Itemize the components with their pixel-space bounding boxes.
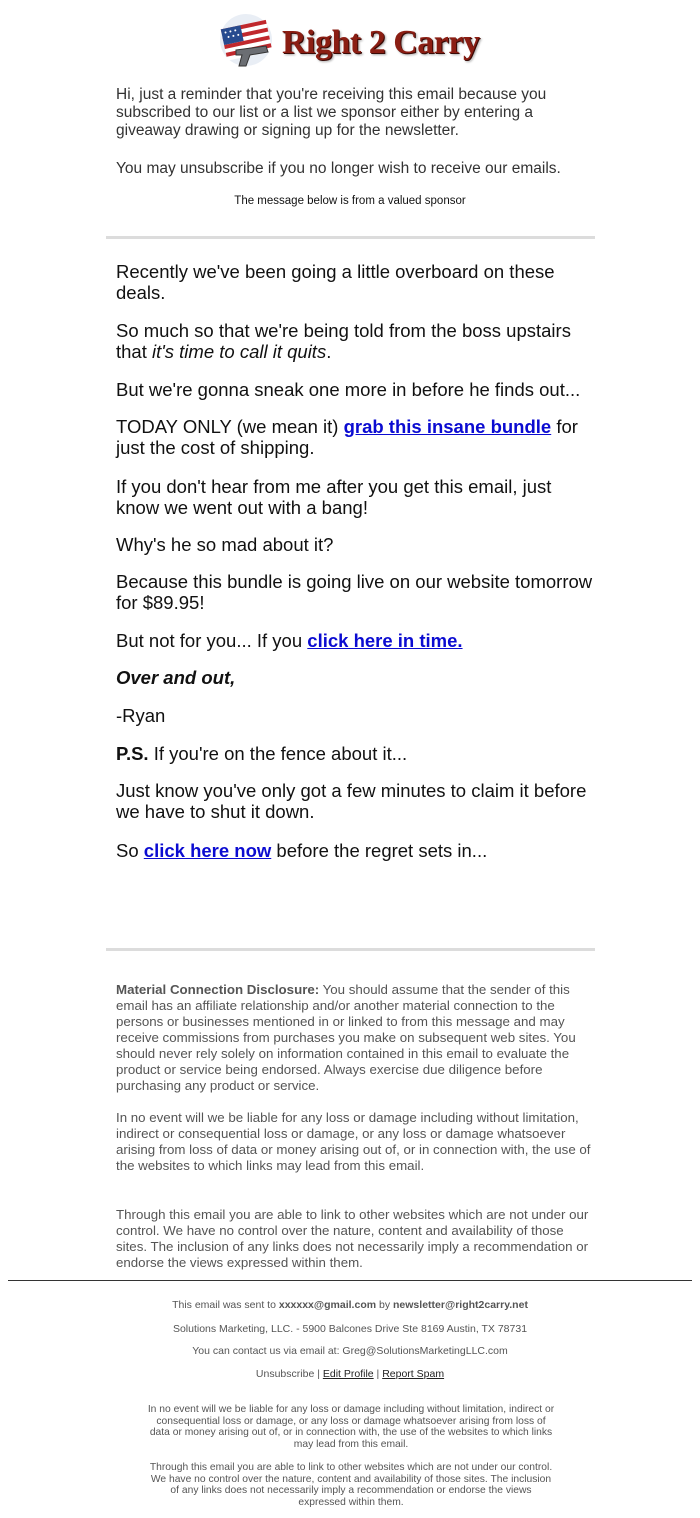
footer-external-links-disclaimer: Through this email you are able to link to other websites which are not under our control. We have no control over the nature, content and availability of those sites. The inclusion of any links does not necessarily imply a recommendation or endorse the views expressed within them. — [149, 1462, 553, 1508]
footer-divider — [8, 1280, 692, 1281]
divider — [106, 948, 595, 951]
message-paragraph: Why's he so mad about it? — [116, 534, 334, 555]
intro-unsubscribe-note: You may unsubscribe if you no longer wish to receive our emails. — [116, 160, 561, 177]
report-spam-link[interactable]: Report Spam — [382, 1368, 445, 1380]
material-connection-disclosure: Material Connection Disclosure: You should assume that the sender of this email has an affiliate relationship and/or another material connection to the persons or businesses mentioned in or linked to from this message and may receive commissions from purchases you make on subsequent web sites. You should never rely solely on information contained in this email to evaluate the product or service being endorsed. Always exercise due diligence before purchasing any product or service. — [116, 982, 576, 1093]
intro-reminder: Hi, just a reminder that you're receiving this email because you subscribed to our list or a list we sponsor either by entering a giveaway drawing or signing up for the newsletter. — [116, 86, 547, 139]
message-paragraph: But not for you... If you click here in time. — [116, 630, 463, 651]
sign-off: Over and out, — [116, 667, 236, 688]
company-address: Solutions Marketing, LLC. - 5900 Balcones Drive Ste 8169 Austin, TX 78731 — [172, 1323, 528, 1335]
message-paragraph: So much so that we're being told from the boss upstairs that it's time to call it quits. — [116, 320, 571, 362]
postscript: P.S. If you're on the fence about it... — [116, 743, 408, 764]
liability-disclaimer: In no event will we be liable for any loss or damage including without limitation, indirect or consequential loss or damage, or any loss or damage whatsoever arising from loss of data or money arising out of, or in connection with, the use of the websites to which links may lead from this email. — [116, 1110, 591, 1173]
flag-gun-icon — [216, 10, 280, 74]
message-paragraph: TODAY ONLY (we mean it) grab this insane bundle for just the cost of shipping. — [116, 416, 578, 458]
bundle-link[interactable]: grab this insane bundle — [343, 416, 552, 437]
message-paragraph: If you don't hear from me after you get this email, just know we went out with a bang! — [116, 476, 552, 518]
external-links-disclaimer: Through this email you are able to link to other websites which are not under our control. We have no control over the nature, content and availability of those sites. The inclusion of any links does not necessarily imply a recommendation or endorse the views expressed within them. — [116, 1207, 589, 1270]
footer-liability-disclaimer: In no event will we be liable for any loss or damage including without limitation, indirect or consequential loss or damage, or any loss or damage whatsoever arising from loss of data or money arising out of, or in connection with, the use of the websites to which links may lead from this email. — [147, 1404, 555, 1450]
message-paragraph: Just know you've only got a few minutes to claim it before we have to shut it down. — [116, 780, 587, 822]
brand-logo[interactable] — [216, 10, 480, 74]
contact-line: You can contact us via email at: Greg@SolutionsMarketingLLC.com — [192, 1345, 508, 1357]
unsubscribe-link[interactable]: Unsubscribe — [255, 1368, 315, 1380]
message-paragraph: But we're gonna sneak one more in before he finds out... — [116, 379, 581, 400]
message-paragraph: So click here now before the regret sets in... — [116, 840, 488, 861]
message-paragraph: Recently we've been going a little overboard on these deals. — [116, 261, 555, 303]
divider — [106, 236, 595, 239]
click-here-in-time-link[interactable]: click here in time. — [307, 630, 463, 651]
signature: -Ryan — [116, 705, 166, 726]
footer-links: Unsubscribe | Edit Profile | Report Spam — [255, 1368, 445, 1380]
edit-profile-link[interactable]: Edit Profile — [322, 1368, 374, 1380]
brand-name: Right 2 Carry — [282, 24, 480, 61]
sent-to-line: This email was sent to xxxxxx@gmail.com by newsletter@right2carry.net — [172, 1299, 528, 1311]
sponsor-note: The message below is from a valued sponsor — [234, 195, 466, 207]
message-paragraph: Because this bundle is going live on our website tomorrow for $89.95! — [116, 571, 593, 613]
click-here-now-link[interactable]: click here now — [143, 840, 272, 861]
